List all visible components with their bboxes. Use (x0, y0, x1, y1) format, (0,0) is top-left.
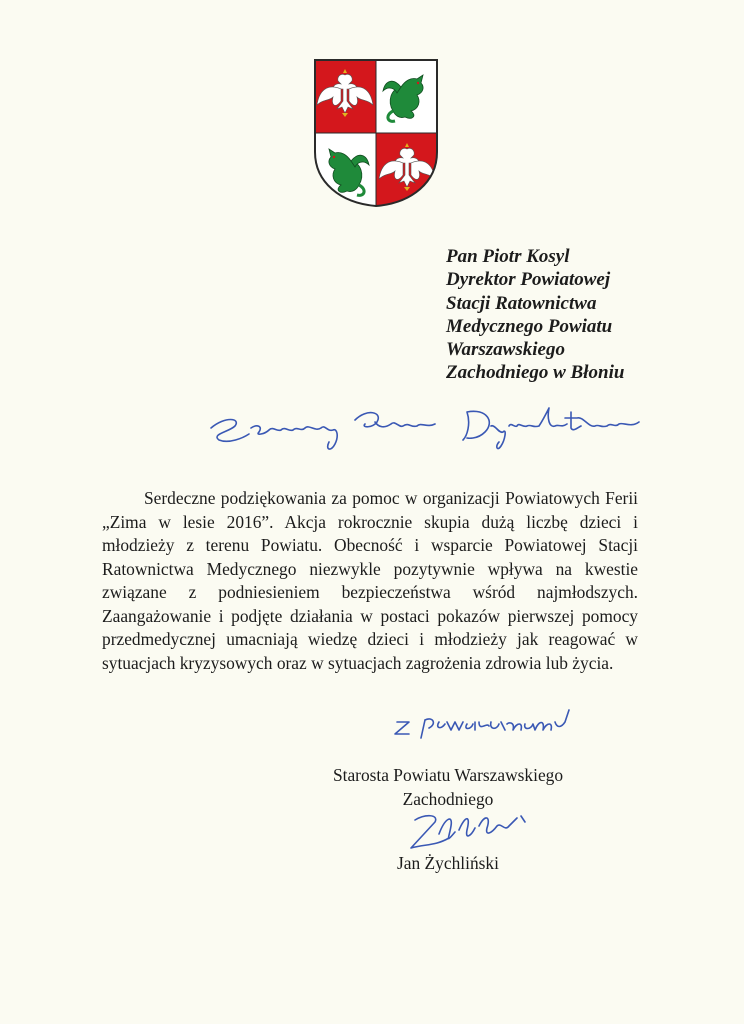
handwritten-closing (385, 700, 615, 740)
letter-body-paragraph: Serdeczne podziękowania za pomoc w organizacji Powiatowych Ferii „Zima w lesie 2016”. Akcja rokrocznie skupia dużą liczbę dzieci i młodzieży z terenu Powiatu. Obecność i wsparcie Powiatowej Stacji Ratownictwa Medycznego niezwykle pozytywnie wpływa na kwestie związane z podniesieniem bezpieczeństwa wśród najmłodszych. Zaangażowanie i podjęte działania w postaci pokazów pierwszej pomocy przedmedycznej umacniają wiedzę dzieci i młodzieży jak reagować w sytuacjach kryzysowych oraz w sytuacjach zagrożenia zdrowia lub życia. (102, 488, 638, 673)
recipient-line: Stacji Ratownictwa (446, 292, 597, 314)
coat-of-arms-icon (312, 57, 440, 209)
recipient-line: Zachodniego w Błoniu (446, 362, 625, 384)
recipient-line: Warszawskiego (446, 339, 565, 361)
recipient-line: Dyrektor Powiatowej (446, 269, 611, 291)
signoff-block (298, 764, 598, 811)
recipient-line: Medycznego Powiatu (446, 315, 613, 337)
recipient-line: Pan Piotr Kosyl (446, 246, 570, 267)
handwritten-salutation (205, 398, 665, 458)
signature (405, 808, 540, 856)
signoff-title-line: Starosta Powiatu Warszawskiego (332, 765, 564, 785)
recipient-address (446, 245, 736, 385)
signoff-title-line: Zachodniego (402, 788, 494, 809)
signer-name: Jan Żychliński (397, 853, 499, 873)
